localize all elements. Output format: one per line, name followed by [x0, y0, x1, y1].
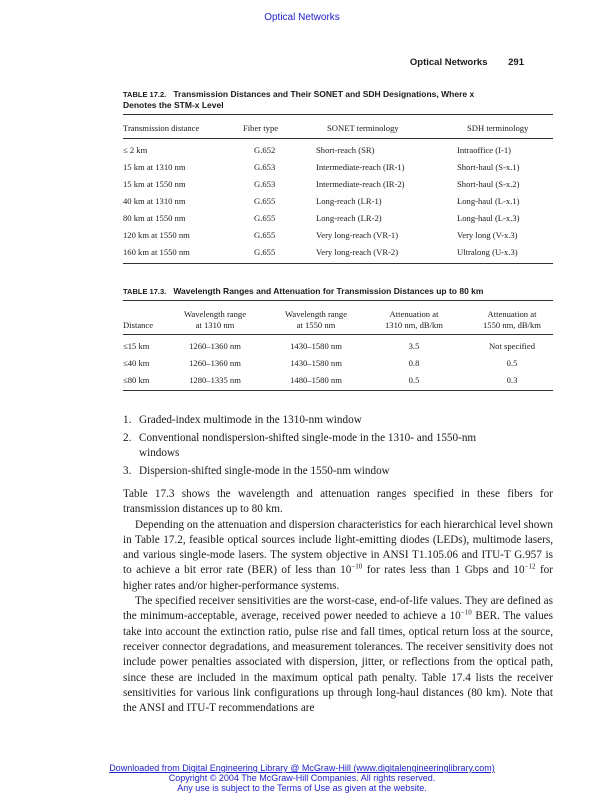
t1-r1-c1: G.653: [254, 162, 276, 172]
t1-r6-c0: 160 km at 1550 nm: [123, 247, 190, 257]
t1-r4-c2: Long-reach (LR-2): [316, 213, 382, 223]
t1-r3-c3: Long-haul (L-x.1): [457, 196, 520, 206]
table-17-3-caption: [123, 286, 553, 297]
t1-r4-c3: Long-haul (L-x.3): [457, 213, 520, 223]
paragraph-2-part-c: for higher rates and/or higher-performance systems.: [123, 564, 554, 592]
t2-header-att1310-top: Attenuation at: [389, 309, 439, 319]
t1-r0-c2: Short-reach (SR): [316, 145, 375, 155]
t2-r1-c4: 0.5: [506, 358, 518, 368]
t2-header-wl1550-top: Wavelength range: [284, 309, 348, 319]
paragraph-2-exponent-1: −10: [351, 562, 363, 571]
t2-r0-c2: 1430–1580 nm: [290, 341, 342, 351]
paragraph-3: [123, 594, 553, 716]
list-item-2-text-cont: windows: [139, 447, 180, 460]
footer-download-link[interactable]: Downloaded from Digital Engineering Library @ McGraw-Hill (www.digitalengineeringlibrary.com): [109, 763, 495, 773]
t1-r5-c3: Very long (V-x.3): [457, 230, 518, 240]
paragraph-2-exponent-2: −12: [524, 562, 536, 571]
list-item-3-num: 3.: [123, 465, 132, 477]
t2-r2-c0: ≤80 km: [123, 375, 150, 385]
t1-r0-c3: Intraoffice (I-1): [457, 145, 511, 155]
list-item-1-num: 1.: [123, 414, 132, 426]
t2-r1-c3: 0.8: [408, 358, 420, 368]
paragraph-3-part-a: The specified receiver sensitivities are the worst-case, end-of-life values. They are defined as the minimum-acceptable, average, received power needed to achieve a 10: [123, 595, 553, 623]
t1-r0-c0: ≤ 2 km: [123, 145, 148, 155]
t2-r2-c4: 0.3: [506, 375, 518, 385]
table-17-2-label: TABLE 17.2.: [123, 90, 167, 99]
table-17-3-header-rule: [123, 334, 553, 335]
footer-copyright-line: Copyright © 2004 The McGraw-Hill Companies. All rights reserved.: [168, 773, 436, 783]
t1-r1-c2: Intermediate-reach (IR-1): [316, 162, 405, 172]
t1-header-sonet: SONET terminology: [327, 123, 399, 133]
table-17-3-label: TABLE 17.3.: [123, 287, 167, 296]
list-item-2-num: 2.: [123, 432, 132, 444]
footer-copyright: [0, 763, 604, 793]
t1-r1-c3: Short-haul (S-x.1): [457, 162, 520, 172]
t1-r6-c1: G.655: [254, 247, 276, 257]
t1-r6-c2: Very long-reach (VR-2): [316, 247, 399, 257]
t1-r3-c2: Long-reach (LR-1): [316, 196, 382, 206]
paragraph-3-part-b: BER. The values take into account the extinction ratio, pulse rise and fall times, optical return loss at the source, receiver connector degradations, and measurement tolerances. The receiver sensitivity does not include power penalties associated with dispersion, jitter, or reflections from the optical path, since these are included in the maximum optical path penalty. Table 17.4 lists the receiver sensitivities for various link configurations up through long-haul distances (80 km). Note that the ANSI and ITU-T recommendations are: [123, 610, 553, 715]
t2-header-att1310-bottom: 1310 nm, dB/km: [384, 320, 443, 330]
list-item-1-text: Graded-index multimode in the 1310-nm window: [139, 414, 362, 426]
table-17-2-header-rule: [123, 138, 553, 139]
body-text: [123, 487, 553, 716]
table-17-2-top-rule: [123, 114, 553, 115]
t1-r2-c0: 15 km at 1550 nm: [123, 179, 186, 189]
t2-r1-c1: 1260–1360 nm: [189, 358, 241, 368]
running-head-title: Optical Networks: [409, 57, 488, 68]
table-17-2-caption-line1: Transmission Distances and Their SONET and SDH Designations, Where x: [173, 89, 475, 99]
t2-header-wl1550-bottom: at 1550 nm: [296, 320, 336, 330]
footer-terms-line: Any use is subject to the Terms of Use as given at the website.: [177, 783, 427, 793]
t1-r6-c3: Ultralong (U-x.3): [457, 247, 518, 257]
paragraph-2-part-a: Depending on the attenuation and dispersion characteristics for each hierarchical level shown in Table 17.2, feasible optical sources include light-emitting diodes (LEDs), multimode lasers, and various single-mode lasers. The system objective in ANSI T1.105.06 and ITU-T G.957 is to achieve a bit error rate (BER) of less than 10: [123, 518, 553, 577]
paragraph-3-exponent: −10: [460, 608, 472, 617]
t2-header-wl1310-top: Wavelength range: [183, 309, 247, 319]
list-item-3-text: Dispersion-shifted single-mode in the 1550-nm window: [139, 465, 390, 477]
t2-header-distance: Distance: [123, 320, 154, 330]
list-item-3: [123, 464, 553, 479]
t1-r3-c0: 40 km at 1310 nm: [123, 196, 186, 206]
table-17-2-bottom-rule: [123, 263, 553, 264]
table-17-2-caption: [123, 89, 553, 111]
page-number: 291: [508, 57, 524, 68]
t1-r1-c0: 15 km at 1310 nm: [123, 162, 186, 172]
t1-header-fiber: Fiber type: [243, 123, 279, 133]
t2-r1-c2: 1430–1580 nm: [290, 358, 342, 368]
t1-r3-c1: G.655: [254, 196, 276, 206]
table-17-3-top-rule: [123, 300, 553, 301]
t1-r4-c1: G.655: [254, 213, 276, 223]
t1-header-distance: Transmission distance: [123, 123, 200, 133]
list-item-2: [123, 431, 553, 462]
t2-header-att1550-top: Attenuation at: [487, 309, 537, 319]
watermark-title: Optical Networks: [264, 12, 340, 23]
t2-r2-c3: 0.5: [408, 375, 420, 385]
t2-r2-c1: 1280–1335 nm: [189, 375, 241, 385]
table-17-3-caption-text: Wavelength Ranges and Attenuation for Transmission Distances up to 80 km: [173, 286, 484, 296]
t1-r5-c2: Very long-reach (VR-1): [316, 230, 399, 240]
paragraph-1: Table 17.3 shows the wavelength and attenuation ranges specified in these fibers for transmission distances up to 80 km.: [123, 488, 553, 516]
t1-r2-c1: G.653: [254, 179, 276, 189]
t1-header-sdh: SDH terminology: [467, 123, 529, 133]
t2-r0-c4: Not specified: [488, 341, 536, 351]
t2-r0-c3: 3.5: [408, 341, 420, 351]
paragraph-2: [123, 518, 553, 594]
table-17-3-bottom-rule: [123, 390, 553, 391]
t2-header-att1550-bottom: 1550 nm, dB/km: [482, 320, 541, 330]
running-head: [410, 57, 524, 68]
table-17-2-caption-line2: Denotes the STM-x Level: [123, 100, 224, 110]
t2-r2-c2: 1480–1580 nm: [290, 375, 342, 385]
t2-r1-c0: ≤40 km: [123, 358, 150, 368]
list-item-2-text: Conventional nondispersion-shifted single-mode in the 1310- and 1550-nm: [139, 432, 477, 444]
list-item-1: [123, 413, 553, 428]
paragraph-2-part-b: for rates less than 1 Gbps and 10: [362, 564, 525, 577]
t1-r4-c0: 80 km at 1550 nm: [123, 213, 186, 223]
t1-r5-c1: G.655: [254, 230, 276, 240]
t1-r0-c1: G.652: [254, 145, 276, 155]
t1-r5-c0: 120 km at 1550 nm: [123, 230, 190, 240]
t1-r2-c3: Short-haul (S-x.2): [457, 179, 520, 189]
t2-r0-c1: 1260–1360 nm: [189, 341, 241, 351]
t2-r0-c0: ≤15 km: [123, 341, 150, 351]
t1-r2-c2: Intermediate-reach (IR-2): [316, 179, 405, 189]
t2-header-wl1310-bottom: at 1310 nm: [195, 320, 235, 330]
